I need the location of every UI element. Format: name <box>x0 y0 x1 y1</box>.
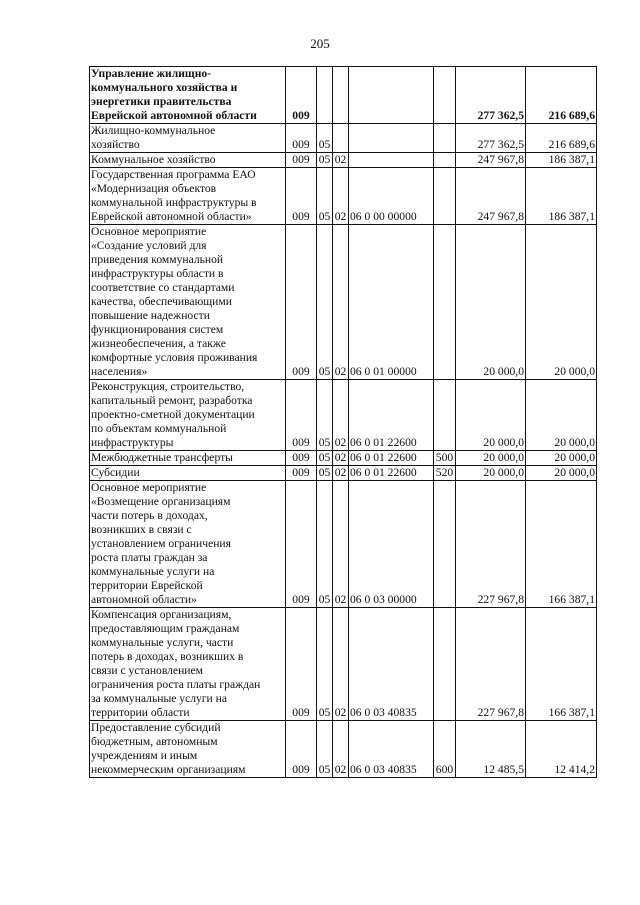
section-code-cell: 05 <box>317 466 333 481</box>
expense-type-cell <box>434 380 456 451</box>
target-article-cell: 06 0 03 40835 <box>349 608 434 721</box>
subsection-code-cell: 02 <box>333 608 349 721</box>
amount-year2-cell: 216 689,6 <box>526 67 597 124</box>
expense-type-cell: 600 <box>434 721 456 778</box>
row-name-cell: Управление жилищно- коммунального хозяйства и энергетики правительства Еврейской автономной области <box>90 67 286 124</box>
target-article-cell: 06 0 00 00000 <box>349 168 434 225</box>
budget-table-body <box>90 67 597 778</box>
table-row <box>90 168 597 225</box>
amount-year2-cell: 20 000,0 <box>526 466 597 481</box>
target-article-cell <box>349 153 434 168</box>
row-name-cell: Государственная программа ЕАО «Модернизация объектов коммунальной инфраструктуры в Еврейской автономной области» <box>90 168 286 225</box>
amount-year2-cell: 20 000,0 <box>526 451 597 466</box>
amount-year2-cell: 166 387,1 <box>526 481 597 608</box>
grbs-code-cell: 009 <box>286 466 317 481</box>
target-article-cell: 06 0 03 40835 <box>349 721 434 778</box>
target-article-cell <box>349 124 434 153</box>
section-code-cell: 05 <box>317 168 333 225</box>
row-name-cell: Компенсация организациям, предоставляющим гражданам коммунальные услуги, части потерь в доходах, возникших в связи с установлением ограничения роста платы граждан за коммунальные услуги на территории области <box>90 608 286 721</box>
amount-year1-cell: 247 967,8 <box>456 168 526 225</box>
section-code-cell: 05 <box>317 481 333 608</box>
subsection-code-cell: 02 <box>333 380 349 451</box>
subsection-code-cell: 02 <box>333 721 349 778</box>
amount-year1-cell: 247 967,8 <box>456 153 526 168</box>
amount-year1-cell: 12 485,5 <box>456 721 526 778</box>
target-article-cell: 06 0 03 00000 <box>349 481 434 608</box>
expense-type-cell <box>434 153 456 168</box>
section-code-cell: 05 <box>317 225 333 380</box>
expense-type-cell: 520 <box>434 466 456 481</box>
row-name-cell: Жилищно-коммунальное хозяйство <box>90 124 286 153</box>
grbs-code-cell: 009 <box>286 124 317 153</box>
budget-table <box>89 66 597 778</box>
target-article-cell: 06 0 01 00000 <box>349 225 434 380</box>
table-row <box>90 608 597 721</box>
amount-year1-cell: 20 000,0 <box>456 466 526 481</box>
amount-year1-cell: 277 362,5 <box>456 67 526 124</box>
amount-year1-cell: 20 000,0 <box>456 225 526 380</box>
table-row <box>90 451 597 466</box>
grbs-code-cell: 009 <box>286 168 317 225</box>
section-code-cell: 05 <box>317 451 333 466</box>
table-row <box>90 466 597 481</box>
amount-year1-cell: 20 000,0 <box>456 451 526 466</box>
grbs-code-cell: 009 <box>286 451 317 466</box>
subsection-code-cell: 02 <box>333 225 349 380</box>
amount-year2-cell: 12 414,2 <box>526 721 597 778</box>
target-article-cell: 06 0 01 22600 <box>349 451 434 466</box>
amount-year1-cell: 20 000,0 <box>456 380 526 451</box>
section-code-cell: 05 <box>317 380 333 451</box>
subsection-code-cell: 02 <box>333 168 349 225</box>
subsection-code-cell <box>333 67 349 124</box>
amount-year2-cell: 186 387,1 <box>526 168 597 225</box>
row-name-cell: Субсидии <box>90 466 286 481</box>
target-article-cell <box>349 67 434 124</box>
table-row <box>90 380 597 451</box>
table-row <box>90 124 597 153</box>
amount-year2-cell: 20 000,0 <box>526 225 597 380</box>
subsection-code-cell: 02 <box>333 451 349 466</box>
expense-type-cell <box>434 124 456 153</box>
amount-year2-cell: 216 689,6 <box>526 124 597 153</box>
table-row <box>90 721 597 778</box>
target-article-cell: 06 0 01 22600 <box>349 380 434 451</box>
row-name-cell: Основное мероприятие «Создание условий для приведения коммунальной инфраструктуры области в соответствие со стандартами качества, обеспечивающими повышение надежности функционирования систем жизнеобеспечения, а также комфортные условия проживания населения» <box>90 225 286 380</box>
table-row <box>90 153 597 168</box>
row-name-cell: Реконструкция, строительство, капитальный ремонт, разработка проектно-сметной документации по объектам коммунальной инфраструктуры <box>90 380 286 451</box>
section-code-cell: 05 <box>317 124 333 153</box>
amount-year1-cell: 277 362,5 <box>456 124 526 153</box>
grbs-code-cell: 009 <box>286 153 317 168</box>
section-code-cell: 05 <box>317 608 333 721</box>
expense-type-cell <box>434 225 456 380</box>
section-code-cell <box>317 67 333 124</box>
table-row <box>90 225 597 380</box>
table-row <box>90 481 597 608</box>
subsection-code-cell <box>333 124 349 153</box>
grbs-code-cell: 009 <box>286 608 317 721</box>
grbs-code-cell: 009 <box>286 225 317 380</box>
amount-year1-cell: 227 967,8 <box>456 481 526 608</box>
expense-type-cell <box>434 481 456 608</box>
row-name-cell: Межбюджетные трансферты <box>90 451 286 466</box>
section-code-cell: 05 <box>317 721 333 778</box>
expense-type-cell: 500 <box>434 451 456 466</box>
target-article-cell: 06 0 01 22600 <box>349 466 434 481</box>
amount-year1-cell: 227 967,8 <box>456 608 526 721</box>
expense-type-cell <box>434 67 456 124</box>
expense-type-cell <box>434 608 456 721</box>
grbs-code-cell: 009 <box>286 67 317 124</box>
row-name-cell: Основное мероприятие «Возмещение организациям части потерь в доходах, возникших в связи с установлением ограничения роста платы граждан за коммунальные услуги на территории Еврейской автономной области» <box>90 481 286 608</box>
page-number: 205 <box>310 36 330 51</box>
row-name-cell: Предоставление субсидий бюджетным, автономным учреждениям и иным некоммерческим организациям <box>90 721 286 778</box>
subsection-code-cell: 02 <box>333 481 349 608</box>
amount-year2-cell: 20 000,0 <box>526 380 597 451</box>
subsection-code-cell: 02 <box>333 466 349 481</box>
grbs-code-cell: 009 <box>286 481 317 608</box>
expense-type-cell <box>434 168 456 225</box>
row-name-cell: Коммунальное хозяйство <box>90 153 286 168</box>
grbs-code-cell: 009 <box>286 721 317 778</box>
subsection-code-cell: 02 <box>333 153 349 168</box>
amount-year2-cell: 186 387,1 <box>526 153 597 168</box>
table-row <box>90 67 597 124</box>
amount-year2-cell: 166 387,1 <box>526 608 597 721</box>
section-code-cell: 05 <box>317 153 333 168</box>
grbs-code-cell: 009 <box>286 380 317 451</box>
